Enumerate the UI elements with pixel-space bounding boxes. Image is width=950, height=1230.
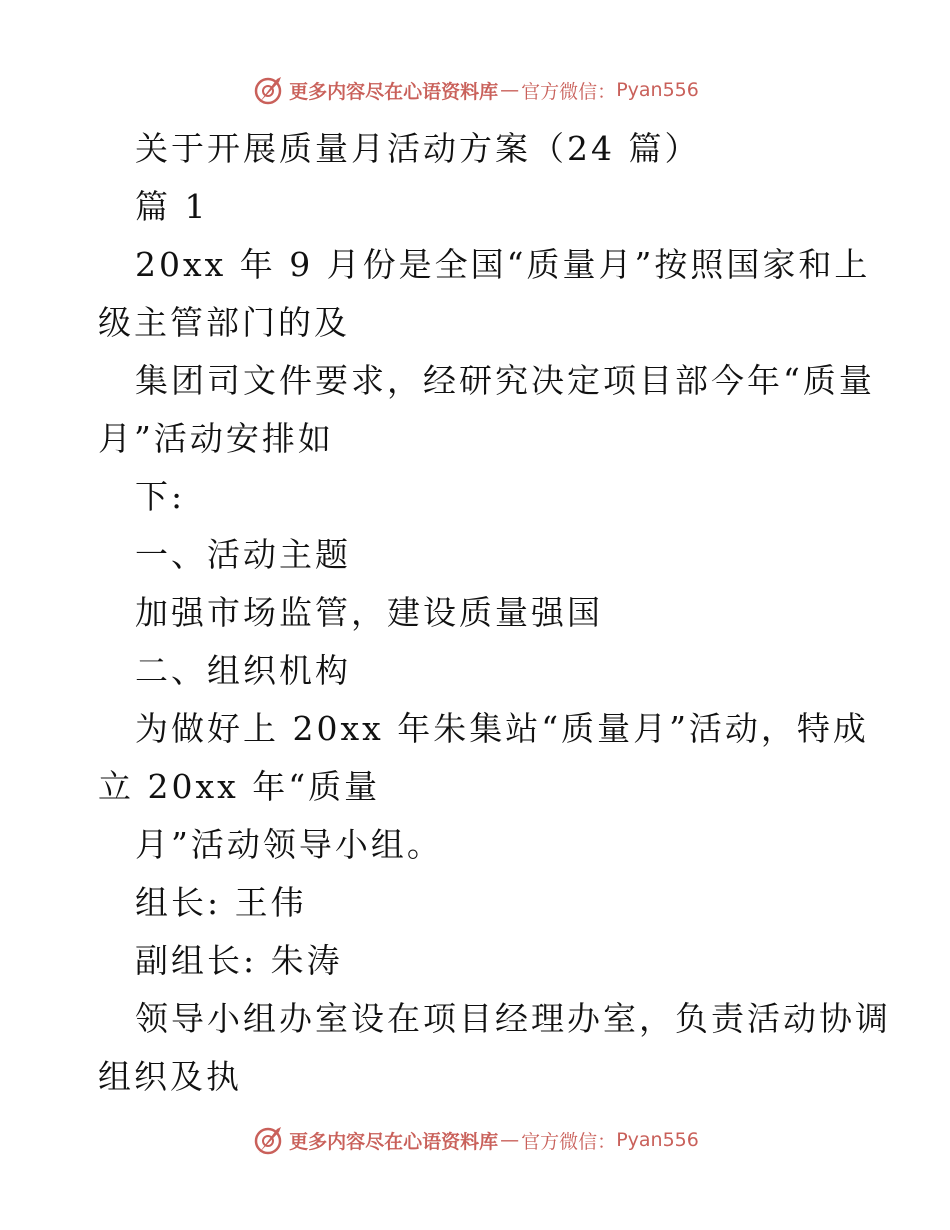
section-heading: 篇 1 bbox=[135, 187, 209, 226]
quill-logo-icon bbox=[251, 73, 285, 107]
paragraph-line: 级主管部门的及 bbox=[98, 303, 350, 342]
watermark-wechat-id: Pyan556 bbox=[616, 79, 699, 101]
watermark-separator: — bbox=[500, 79, 520, 101]
paragraph-line: 20xx 年 9 月份是全国“质量月”按照国家和上 bbox=[135, 245, 871, 284]
paragraph-line: 为做好上 20xx 年朱集站“质量月”活动，特成 bbox=[135, 709, 869, 748]
paragraph-line: 月”活动领导小组。 bbox=[135, 825, 443, 864]
watermark-wechat-id: Pyan556 bbox=[616, 1129, 699, 1151]
paragraph-line: 加强市场监管，建设质量强国 bbox=[135, 593, 603, 632]
paragraph-line: 组织及执 bbox=[98, 1057, 242, 1096]
paragraph-line: 下: bbox=[135, 477, 186, 516]
watermark-wechat-label: 官方微信： bbox=[521, 80, 617, 103]
quill-logo-icon bbox=[251, 1123, 285, 1157]
paragraph-line: 组长: 王伟 bbox=[135, 883, 307, 922]
watermark-separator: — bbox=[500, 1129, 520, 1151]
watermark-main-text: 更多内容尽在心语资料库 bbox=[289, 80, 499, 103]
section-heading: 二、组织机构 bbox=[135, 651, 351, 690]
watermark-main-text: 更多内容尽在心语资料库 bbox=[289, 1130, 499, 1153]
document-body bbox=[98, 120, 891, 1106]
watermark-banner-top bbox=[0, 70, 950, 110]
paragraph-line: 集团司文件要求，经研究决定项目部今年“质量 bbox=[135, 361, 875, 400]
paragraph-line: 月”活动安排如 bbox=[98, 419, 334, 458]
section-heading: 一、活动主题 bbox=[135, 535, 351, 574]
paragraph-line: 立 20xx 年“质量 bbox=[98, 767, 381, 806]
watermark-wechat-label: 官方微信： bbox=[521, 1130, 617, 1153]
paragraph-line: 领导小组办室设在项目经理办室，负责活动协调 bbox=[135, 999, 891, 1038]
paragraph-line: 副组长: 朱涛 bbox=[135, 941, 343, 980]
watermark-banner-bottom bbox=[0, 1120, 950, 1160]
document-title: 关于开展质量月活动方案（24 篇） bbox=[135, 129, 701, 168]
